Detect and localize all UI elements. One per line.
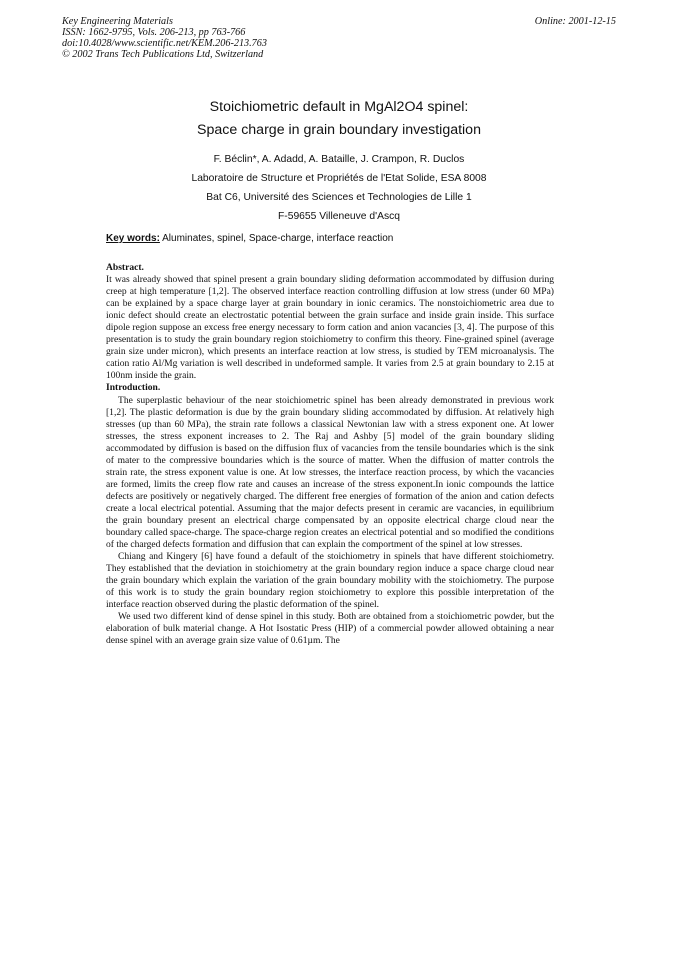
abstract-text: It was already showed that spinel present a grain boundary sliding deformation accommodated by diffusion during creep at high temperature [1,2]. The observed interface reaction controlling diffusion at low stress (under 60 MPa) can be explained by a space charge layer at grain boundary in ionic ceramics. The nonstoichiometric area due to ionic defect should create an electrostatic potential between the grain surface and inside grain inside. This surface dipole region suppose an excess free energy necessary to form cation and anion vacancies [3, 4]. The purpose of this presentation is to study the grain boundary region stoichiometry to confirm this theory. Fine-grained spinel (average grain size under micron), which presents an interface reaction at low stress, is studied by TEM microanalysis. The cation ratio Al/Mg variation is well described in undeformed sample. It varies from 2.5 at grain boundary to 2.15 at 100nm inside the grain.: [106, 274, 554, 382]
copyright-line: © 2002 Trans Tech Publications Ltd, Switzerland: [62, 49, 264, 60]
title-block: [62, 96, 616, 226]
issn-line: ISSN: 1662-9795, Vols. 206-213, pp 763-766: [62, 27, 246, 38]
journal-name: Key Engineering Materials: [62, 16, 173, 27]
doi-line: doi:10.4028/www.scientific.net/KEM.206-213.763: [62, 38, 267, 49]
affiliation-line-1: Laboratoire de Structure et Propriétés de l'Etat Solide, ESA 8008: [191, 173, 487, 184]
intro-paragraph-2: Chiang and Kingery [6] have found a default of the stoichiometry in spinels that have different stoichiometry. They established that the deviation in stoichiometry at the grain boundary region induce a space charge cloud near the grain boundary which explain the variation of the grain boundary mobility with the stoichiometry. The purpose of this work is to study the grain boundary region stoichiometry to explore this possible interpretation of the interface reaction observed during the plastic deformation of the spinel.: [106, 551, 554, 611]
paper-title-line-2: Space charge in grain boundary investigation: [197, 122, 481, 138]
affiliation-line-2: Bat C6, Université des Sciences et Technologies de Lille 1: [206, 192, 472, 203]
introduction-heading: Introduction.: [106, 382, 161, 394]
abstract-heading: Abstract.: [106, 262, 144, 273]
body-text: [106, 262, 554, 648]
online-date: Online: 2001-12-15: [534, 16, 616, 27]
keywords-label: Key words:: [106, 233, 160, 244]
authors: F. Béclin*, A. Adadd, A. Bataille, J. Crampon, R. Duclos: [213, 154, 465, 165]
author-block: [62, 150, 616, 226]
paper-title-line-1: Stoichiometric default in MgAl2O4 spinel:: [209, 99, 469, 115]
intro-paragraph-3: We used two different kind of dense spinel in this study. Both are obtained from a stoichiometric powder, but the elaboration of bulk material change. A Hot Isostatic Press (HIP) of a commercial powder allowed obtaining a near dense spinel with an average grain size value of 0.61µm. The: [106, 611, 554, 647]
keywords: [106, 233, 576, 244]
page-header: [62, 16, 616, 60]
citation-block: [62, 16, 616, 60]
affiliation-line-3: F-59655 Villeneuve d'Ascq: [278, 211, 400, 222]
keywords-text: Aluminates, spinel, Space-charge, interface reaction: [159, 233, 394, 244]
intro-paragraph-1: The superplastic behaviour of the near stoichiometric spinel has been already demonstrated in previous work [1,2]. The plastic deformation is due by the grain boundary sliding accommodated by diffusion. At relatively high stresses (up than 60 MPa), the strain rate follows a classical Newtonian law with a stress exponent one. At lower stresses, the stress exponent increases to 2. The Raj and Ashby [5] model of the grain boundary sliding accommodated by diffusion is based on the diffusion flux of vacancies from the tensile boundaries which is the sink of mater to the compressive boundaries which is the source of matter. When the diffusion of matter controls the strain rate, the stress exponent value is one. At low stresses, the interface reaction process, by which the vacancies are formed, limits the creep flow rate and causes an increase of the stress exponent.In ionic compounds the lattice defects are positively or negatively charged. The different free energies of formation of the anion and cation defects create a local electrical potential. Assuming that the major defects present in ceramic are vacancies, in equilibrium the grain boundary present an electrical charge compensated by an opposite electrical charge cloud near the boundary called space-charge. The space-charge region creates an electrical potential and so modified the conditions of the charged defects formation and diffusion that can explain the comportment of the spinel at low stresses.: [106, 394, 554, 551]
